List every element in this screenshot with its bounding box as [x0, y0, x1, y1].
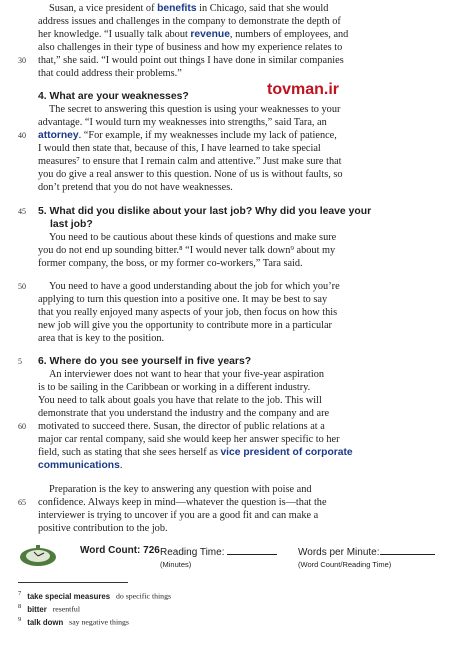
text-line: communications. [38, 460, 123, 471]
text-line: Preparation is the key to answering any question with poise and [49, 484, 312, 495]
text-line: Susan, a vice president of benefits in Chicago, said that she would [49, 3, 329, 14]
text-line: demonstrate that you understand the industry and the company and are [38, 408, 330, 419]
text-line: that could address their problems.” [38, 68, 182, 79]
question-heading: 4. What are your weaknesses? [38, 91, 189, 102]
text-line: An interviewer does not want to hear that your five-year aspiration [49, 369, 325, 380]
wpm-blank[interactable] [380, 545, 435, 555]
text-line: You need to talk about goals you have that relate to the job. This will [38, 395, 322, 406]
footnote: $^9$ talk down say negative things [18, 616, 129, 627]
text-line: don’t pretend that you do not have weaknesses. [38, 182, 233, 193]
line-number: 5 [18, 357, 22, 366]
line-number: 45 [18, 207, 26, 216]
text-line: applying to turn this question into a positive one. It may be best to say [38, 294, 328, 305]
text-line: interviewer is trying to uncover if you are a good fit and can make a [38, 510, 319, 521]
text-line: new job will give you the opportunity to contribute more in a particular [38, 320, 332, 331]
text-line: advantage. “I would turn my weaknesses into strengths,” said Tara, an [38, 117, 327, 128]
text-line: You need to be cautious about these kinds of questions and make sure [49, 232, 337, 243]
text-line: You need to have a good understanding about the job for which you’re [49, 281, 340, 292]
reading-time: Reading Time: (Minutes) [160, 545, 277, 569]
text-line: that,” she said. “I would point out things I have done in similar companies [38, 55, 344, 66]
text-line: field, such as stating that she sees herself as vice president of corporate [38, 447, 353, 458]
footnote: $^7$ take special measures do specific things [18, 590, 172, 601]
text-line: positive contribution to the job. [38, 523, 168, 534]
line-number: 65 [18, 498, 26, 507]
text-line: also challenges in their type of business and how my experience relates to [38, 42, 343, 53]
text-line: I would then state that, because of this, I have learned to take special [38, 143, 321, 154]
text-line: The secret to answering this question is using your weaknesses to your [49, 104, 341, 115]
line-number: 40 [18, 131, 26, 140]
line-number: 50 [18, 282, 26, 291]
text-line: confidence. Always keep in mind—whatever the question is—that the [38, 497, 327, 508]
text-line: you do not end up sounding bitter.⁸ “I would never talk down⁹ about my [38, 245, 336, 256]
question-heading: 6. Where do you see yourself in five years? [38, 356, 252, 367]
footnote-divider [18, 582, 128, 583]
text-line: you do give a real answer to this question. None of us is without faults, so [38, 169, 343, 180]
vocab-term: revenue [190, 29, 230, 40]
vocab-term: benefits [157, 3, 197, 14]
text-line: that you really enjoyed many aspects of your job, then focus on how this [38, 307, 338, 318]
text-line: her knowledge. “I usually talk about revenue, numbers of employees, and [38, 29, 349, 40]
vocab-term: vice president of corporate [220, 447, 353, 458]
stopwatch-icon [18, 543, 58, 567]
text-line: former company, the boss, or my former co-workers,” Tara said. [38, 258, 303, 269]
watermark: tovman.ir [267, 81, 340, 98]
reading-stats [18, 543, 438, 573]
vocab-term: communications [38, 460, 120, 471]
text-line: major car rental company, said she would keep her answer specific to her [38, 434, 340, 445]
reading-time-blank[interactable] [227, 545, 277, 555]
text-line: measures⁷ to ensure that I remain calm and attentive.” Just make sure that [38, 156, 342, 167]
word-count: Word Count: 726 [80, 545, 160, 556]
text-line: attorney. “For example, if my weaknesses include my lack of patience, [38, 130, 337, 141]
text-line: is to be sailing in the Caribbean or working in a different industry. [38, 382, 311, 393]
vocab-term: attorney [38, 130, 79, 141]
text-line: area that is key to the position. [38, 333, 165, 344]
words-per-minute: Words per Minute: (Word Count/Reading Time) [298, 545, 435, 569]
question-heading: 5. What did you dislike about your last job? Why did you leave your [38, 206, 372, 217]
text-line: address issues and challenges in the company to demonstrate the depth of [38, 16, 341, 27]
question-heading-cont: last job? [50, 219, 93, 230]
footnote: $^8$ bitter resentful [18, 603, 80, 614]
line-number: 30 [18, 56, 26, 65]
text-line: motivated to succeed there. Susan, the director of public relations at a [38, 421, 325, 432]
line-number: 60 [18, 422, 26, 431]
